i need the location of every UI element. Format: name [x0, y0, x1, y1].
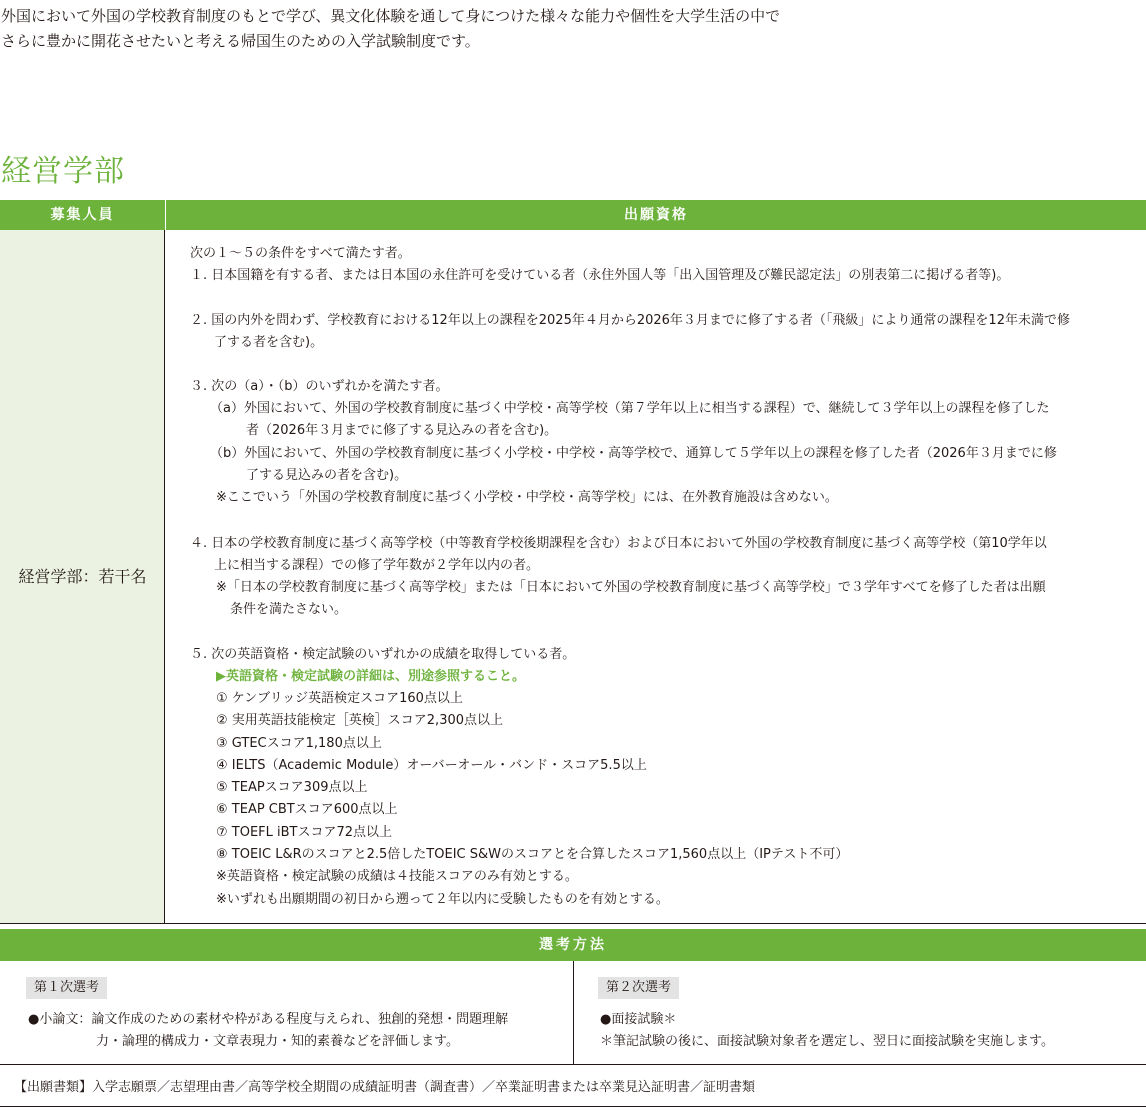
eligibility-table [0, 200, 1146, 924]
condition-4-line-2: 上に相当する課程）での修了学年数が２学年以内の者。 [214, 558, 540, 573]
english-test-2: ② 実用英語技能検定［英検］スコア2,300点以上 [216, 713, 504, 728]
second-stage-line-1: ●面接試験＊ [600, 1012, 677, 1027]
english-test-6: ⑥ TEAP CBTスコア600点以上 [216, 802, 398, 817]
selection-divider [573, 961, 574, 1064]
second-stage-badge: 第２次選考 [598, 977, 679, 999]
condition-3b-line-2: 了する見込みの者を含む)。 [246, 468, 408, 483]
eligibility-cell [166, 230, 1146, 923]
first-stage-badge: 第１次選考 [26, 977, 107, 999]
english-test-1: ① ケンブリッジ英語検定スコア160点以上 [216, 691, 463, 706]
capacity-value: 経営学部：若干名 [18, 567, 147, 586]
selection-header: 選考方法 [0, 929, 1146, 961]
condition-4-line-1: ４. 日本の学校教育制度に基づく高等学校（中等教育学校後期課程を含む）および日本において外国の学校教育制度に基づく高等学校（第10学年以 [190, 536, 1047, 551]
first-stage-line-1: ●小論文：論文作成のための素材や枠がある程度与えられ、独創的発想・問題理解 [28, 1012, 509, 1027]
first-stage-line-2: 力・論理的構成力・文章表現力・知的素養などを評価します。 [96, 1034, 459, 1049]
english-test-note-1: ※英語資格・検定試験の成績は４技能スコアのみ有効とする。 [216, 869, 578, 884]
intro-text [1, 4, 780, 54]
english-test-7: ⑦ TOEFL iBTスコア72点以上 [216, 825, 393, 840]
condition-3: ３. 次の（a）・（b）のいずれかを満たす者。 [190, 379, 449, 394]
intro-line-1: 外国において外国の学校教育制度のもとで学び、異文化体験を通して身につけた様々な能力や個性を大学生活の中で [1, 7, 781, 25]
condition-3b-line-1: （b）外国において、外国の学校教育制度に基づく小学校・中学校・高等学校で、通算して５学年以上の課程を修了した者（2026年３月までに修 [210, 446, 1057, 461]
condition-4-note-line-2: 条件を満たさない。 [230, 602, 348, 617]
application-documents: 【出願書類】入学志願票／志望理由書／高等学校全期間の成績証明書（調査書）／卒業証明書または卒業見込証明書／証明書類 [14, 1080, 756, 1095]
condition-2-line-1: ２. 国の内外を問わず、学校教育における12年以上の課程を2025年４月から2026年３月までに修了する者（「飛級」により通常の課程を12年未満で修 [190, 313, 1070, 328]
condition-1: １. 日本国籍を有する者、または日本国の永住許可を受けている者（永住外国人等「出入国管理及び難民認定法」の別表第二に掲げる者等)。 [190, 268, 1010, 283]
english-test-8: ⑧ TOEIC L&Rのスコアと2.5倍したTOEIC S&Wのスコアとを合算したスコア1,560点以上（IPテスト不可） [216, 847, 849, 862]
english-test-5: ⑤ TEAPスコア309点以上 [216, 780, 368, 795]
intro-line-2: さらに豊かに開花させたいと考える帰国生のための入学試験制度です。 [1, 32, 480, 50]
department-title: 経営学部 [1, 154, 125, 189]
condition-3a-line-2: 者（2026年３月までに修了する見込みの者を含む)。 [246, 423, 558, 438]
selection-method [0, 929, 1146, 1065]
header-capacity: 募集人員 [50, 207, 115, 223]
english-test-3: ③ GTECスコア1,180点以上 [216, 736, 382, 751]
condition-3-note: ※ここでいう「外国の学校教育制度に基づく小学校・中学校・高等学校」には、在外教育施設は含めない。 [216, 490, 838, 505]
english-test-note-2: ※いずれも出願期間の初日から遡って２年以内に受験したものを有効とする。 [216, 892, 669, 907]
condition-4-note-line-1: ※「日本の学校教育制度に基づく高等学校」または「日本において外国の学校教育制度に基づく高等学校」で３学年すべてを修了した者は出願 [216, 580, 1046, 595]
english-test-reference: ▶英語資格・検定試験の詳細は、別途参照すること。 [216, 669, 525, 684]
condition-3a-line-1: （a）外国において、外国の学校教育制度に基づく中学校・高等学校（第７学年以上に相当する課程）で、継続して３学年以上の課程を修了した [210, 401, 1050, 416]
capacity-cell [0, 230, 165, 923]
condition-2-line-2: 了する者を含む)。 [214, 335, 324, 350]
eligibility-lead: 次の１～５の条件をすべて満たす者。 [190, 246, 411, 261]
bottom-rule [0, 1106, 1146, 1107]
condition-5: ５. 次の英語資格・検定試験のいずれかの成績を取得している者。 [190, 647, 576, 662]
header-eligibility: 出願資格 [624, 207, 688, 223]
english-test-4: ④ IELTS（Academic Module）オーバーオール・バンド・スコア5.5以上 [216, 758, 647, 773]
table-header [0, 200, 1146, 230]
second-stage-line-2: ＊筆記試験の後に、面接試験対象者を選定し、翌日に面接試験を実施します。 [600, 1034, 1054, 1049]
